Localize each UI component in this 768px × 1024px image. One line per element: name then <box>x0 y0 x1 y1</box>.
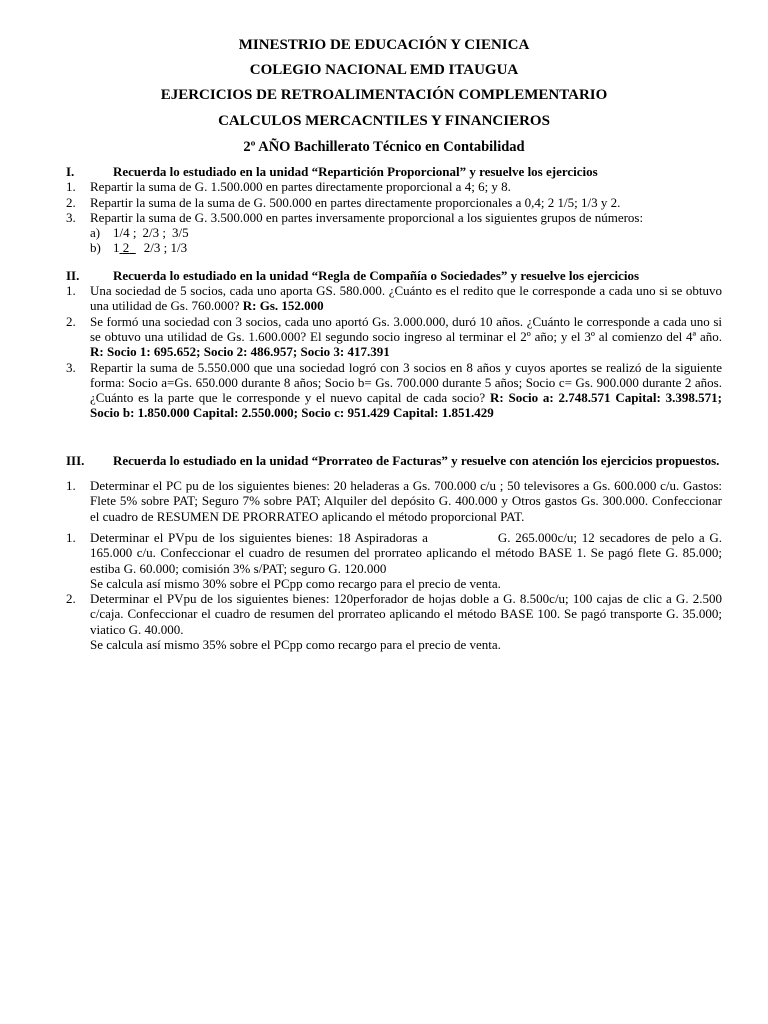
section-title: Recuerda lo estudiado en la unidad “Regla de Compañía o Sociedades” y resuelve los ejercicios <box>113 267 640 283</box>
item-text: Determinar el PC pu de los siguientes bienes: 20 heladeras a Gs. 700.000 c/u ; 50 televisores a Gs. 600.000 c/u. Gastos: Flete 5% sobre PAT; Seguro 7% sobre PAT; Alquiler del depósito G. 400.000 y Otros gastos Gs. 300.000. Confeccionar el cuadro de RESUMEN DE PRORRATEO aplicando el método proporcional PAT. <box>90 478 722 524</box>
item-number: 2. <box>66 591 76 607</box>
section-heading <box>66 453 722 468</box>
sub-item-b <box>66 240 722 255</box>
exercise-item <box>66 478 722 524</box>
sub-value: 1/4 ; <box>113 225 137 241</box>
sub-value-underlined: 2 <box>122 240 130 256</box>
exercise-item <box>66 210 722 225</box>
school-name: COLEGIO NACIONAL EMD ITAUGUA <box>249 62 519 78</box>
exercise-item <box>66 283 722 314</box>
item-text: Repartir la suma de G. 3.500.000 en partes inversamente proporcional a los siguientes grupos de números: <box>90 209 644 225</box>
exercise-item <box>66 530 722 591</box>
sub-value: 3/5 <box>171 225 189 241</box>
item-answer: R: Socio 1: 695.652; Socio 2: 486.957; Socio 3: 417.391 <box>90 344 390 360</box>
section-heading <box>66 164 722 179</box>
sub-label: b) <box>90 240 101 256</box>
item-text: Repartir la suma de G. 1.500.000 en partes directamente proporcional a 4; 6; y 8. <box>90 179 511 195</box>
item-number: 3. <box>66 359 76 375</box>
sub-item-a <box>66 225 722 240</box>
item-text: Determinar el PVpu de los siguientes bienes: 18 Aspiradoras a <box>90 529 428 545</box>
sub-value: 2/3 ; <box>142 225 166 241</box>
item-number: 1. <box>66 283 76 299</box>
document-body <box>66 164 722 652</box>
section-number: III. <box>66 452 85 468</box>
exercise-item <box>66 179 722 194</box>
course-title: 2º AÑO Bachillerato Técnico en Contabilidad <box>243 139 525 155</box>
item-number: 1. <box>66 179 76 195</box>
item-number: 2. <box>66 313 76 329</box>
item-number: 1. <box>66 529 76 545</box>
item-text: Determinar el PVpu de los siguientes bienes: 120perforador de hojas doble a G. 8.500c/u; 100 cajas de clic a G. 2.500 c/caja. Confeccionar el cuadro de resumen del prorrateo aplicando el método BASE 100. Se pagó transporte G. 35.000; viatico G. 40.000. <box>90 591 722 637</box>
item-note: Se calcula así mismo 30% sobre el PCpp como recargo para el precio de venta. <box>90 575 501 591</box>
item-note: Se calcula así mismo 35% sobre el PCpp como recargo para el precio de venta. <box>90 637 501 653</box>
item-text: Repartir la suma de 5.550.000 que una sociedad logró con 3 socios en 8 años y cuyos aportes se realizó de la siguiente forma: Socio a=Gs. 650.000 durante 8 años; Socio b= Gs. 700.000 durante 5 años; Socio c= Gs. 900.000 durante 2 años. ¿Cuánto es la parte que le corresponde y el nuevo capital de cada socio? <box>90 359 722 406</box>
section-1 <box>66 164 722 256</box>
item-answer: R: Socio a: 2.748.571 Capital: 3.398.571; Socio b: 1.850.000 Capital: 2.550.000; Socio c: 951.429 Capital: 1.851.429 <box>90 390 722 421</box>
exercises-title: EJERCICIOS DE RETROALIMENTACIÓN COMPLEMENTARIO <box>160 87 608 103</box>
sub-value: 2/3 ; 1/3 <box>143 240 188 256</box>
section-title: Recuerda lo estudiado en la unidad “Prorrateo de Facturas” y resuelve con atención los ejercicios propuestos. <box>113 452 720 468</box>
subject-title: CALCULOS MERCACNTILES Y FINANCIEROS <box>218 113 550 129</box>
section-number: II. <box>66 267 80 283</box>
item-text: G. 265.000c/u; 12 secadores de pelo a G. 165.000 c/u. Confeccionar el cuadro de resumen del prorrateo aplicando el método BASE 1. Se pagó flete G. 85.000; estiba G. 60.000; comisión 3% s/PAT; seguro G. 120.000 <box>90 529 722 576</box>
item-answer: R: Gs. 152.000 <box>242 298 324 314</box>
sub-label: a) <box>90 225 101 241</box>
exercise-item <box>66 360 722 421</box>
exercise-item <box>66 591 722 652</box>
sub-value: 1 <box>113 240 120 256</box>
exercise-item <box>66 195 722 210</box>
item-number: 2. <box>66 194 76 210</box>
exercise-item <box>66 314 722 360</box>
section-3 <box>66 453 722 653</box>
item-number: 1. <box>66 478 76 494</box>
item-text: Repartir la suma de la suma de G. 500.000 en partes directamente proporcionales a 0,4; 2 1/5; 1/3 y 2. <box>90 194 621 210</box>
section-2 <box>66 268 722 421</box>
item-text: Una sociedad de 5 socios, cada uno aporta GS. 580.000. ¿Cuánto es el redito que le corresponde a cada uno si se obtuvo una utilidad de Gs. 760.000? <box>90 283 722 314</box>
section-number: I. <box>66 164 75 179</box>
item-number: 3. <box>66 209 76 225</box>
section-title: Recuerda lo estudiado en la unidad “Repartición Proporcional” y resuelve los ejercicios <box>113 164 598 179</box>
ministry-title: MINESTRIO DE EDUCACIÓN Y CIENICA <box>238 37 530 53</box>
section-heading <box>66 268 722 283</box>
item-text: Se formó una sociedad con 3 socios, cada uno aportó Gs. 3.000.000, duró 10 años. ¿Cuánto le corresponde a cada uno si se obtuvo una utilidad de Gs. 1.600.000? El segundo socio ingreso al terminar el 2º año; y el 3º al comienzo del 4ª año. <box>90 313 722 344</box>
